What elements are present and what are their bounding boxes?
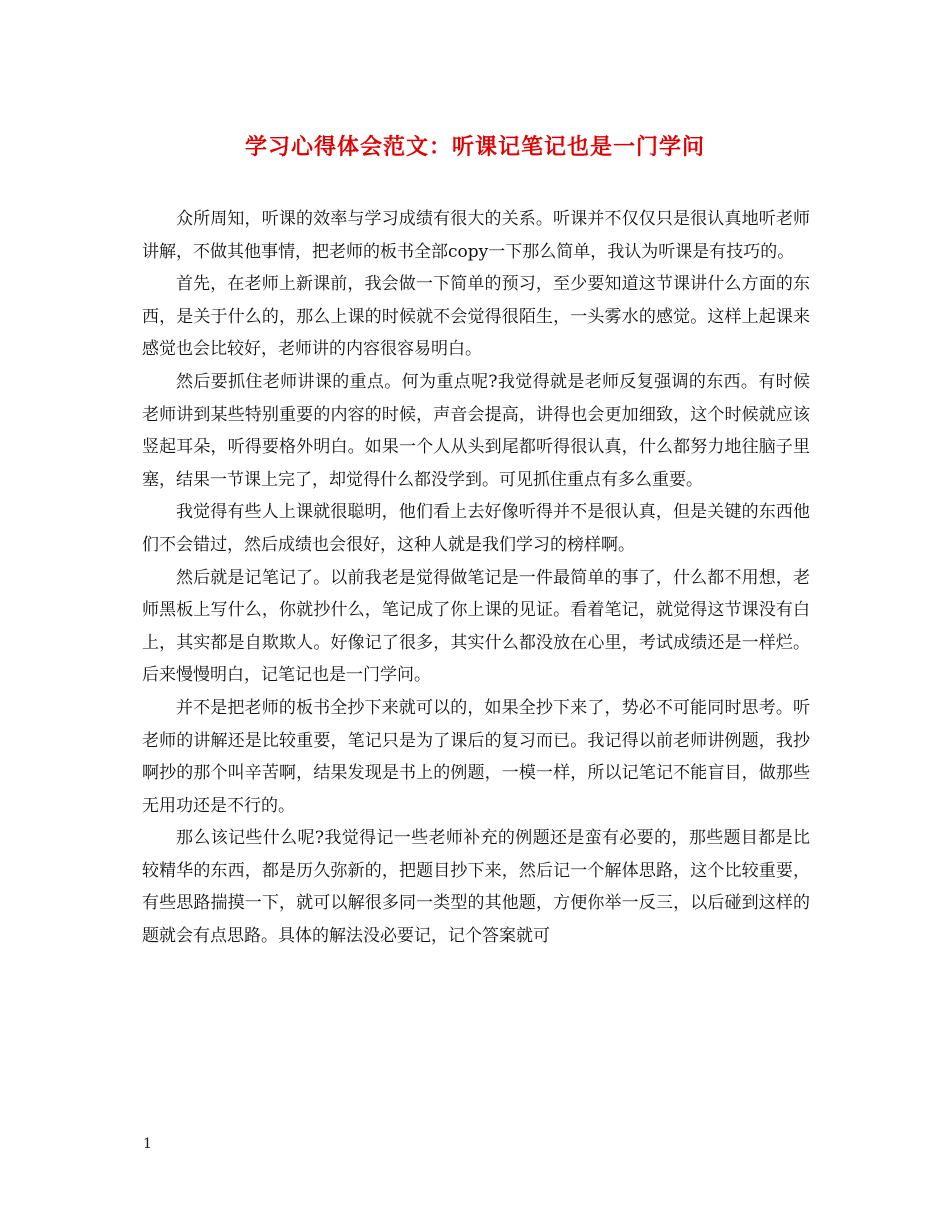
- paragraph-3: 然后要抓住老师讲课的重点。何为重点呢?我觉得就是老师反复强调的东西。有时候老师讲到某些特别重要的内容的时候，声音会提高，讲得也会更加细致，这个时候就应该竖起耳朵，听得要格外明白。如果一个人从头到尾都听得很认真，什么都努力地往脑子里塞，结果一节课上完了，却觉得什么都没学到。可见抓住重点有多么重要。: [142, 371, 810, 490]
- paragraph-5: 然后就是记笔记了。以前我老是觉得做笔记是一件最简单的事了，什么都不用想，老师黑板上写什么，你就抄什么，笔记成了你上课的见证。看着笔记，就觉得这节课没有白上，其实都是自欺欺人。好像记了很多，其实什么都没放在心里，考试成绩还是一样烂。后来慢慢明白，记笔记也是一门学问。: [142, 567, 810, 686]
- page-number: 1: [143, 1136, 152, 1152]
- document-body: [142, 203, 810, 953]
- paragraph-7: 那么该记些什么呢?我觉得记一些老师补充的例题还是蛮有必要的，那些题目都是比较精华的东西，都是历久弥新的，把题目抄下来，然后记一个解体思路，这个比较重要，有些思路揣摸一下，就可以解很多同一类型的其他题，方便你举一反三，以后碰到这样的题就会有点思路。具体的解法没必要记，记个答案就可: [142, 828, 810, 947]
- document-title: 学习心得体会范文：听课记笔记也是一门学问: [244, 134, 705, 160]
- paragraph-1: 众所周知，听课的效率与学习成绩有很大的关系。听课并不仅仅只是很认真地听老师讲解，不做其他事情，把老师的板书全部copy一下那么简单，我认为听课是有技巧的。: [142, 209, 810, 262]
- paragraph-6: 并不是把老师的板书全抄下来就可以的，如果全抄下来了，势必不可能同时思考。听老师的讲解还是比较重要，笔记只是为了课后的复习而已。我记得以前老师讲例题，我抄啊抄的那个叫辛苦啊，结果发现是书上的例题，一模一样，所以记笔记不能盲目，做那些无用功还是不行的。: [142, 697, 810, 816]
- paragraph-4: 我觉得有些人上课就很聪明，他们看上去好像听得并不是很认真，但是关键的东西他们不会错过，然后成绩也会很好，这种人就是我们学习的榜样啊。: [142, 502, 810, 555]
- paragraph-2: 首先，在老师上新课前，我会做一下简单的预习，至少要知道这节课讲什么方面的东西，是关于什么的，那么上课的时候就不会觉得很陌生，一头雾水的感觉。这样上起课来感觉也会比较好，老师讲的内容很容易明白。: [142, 274, 810, 360]
